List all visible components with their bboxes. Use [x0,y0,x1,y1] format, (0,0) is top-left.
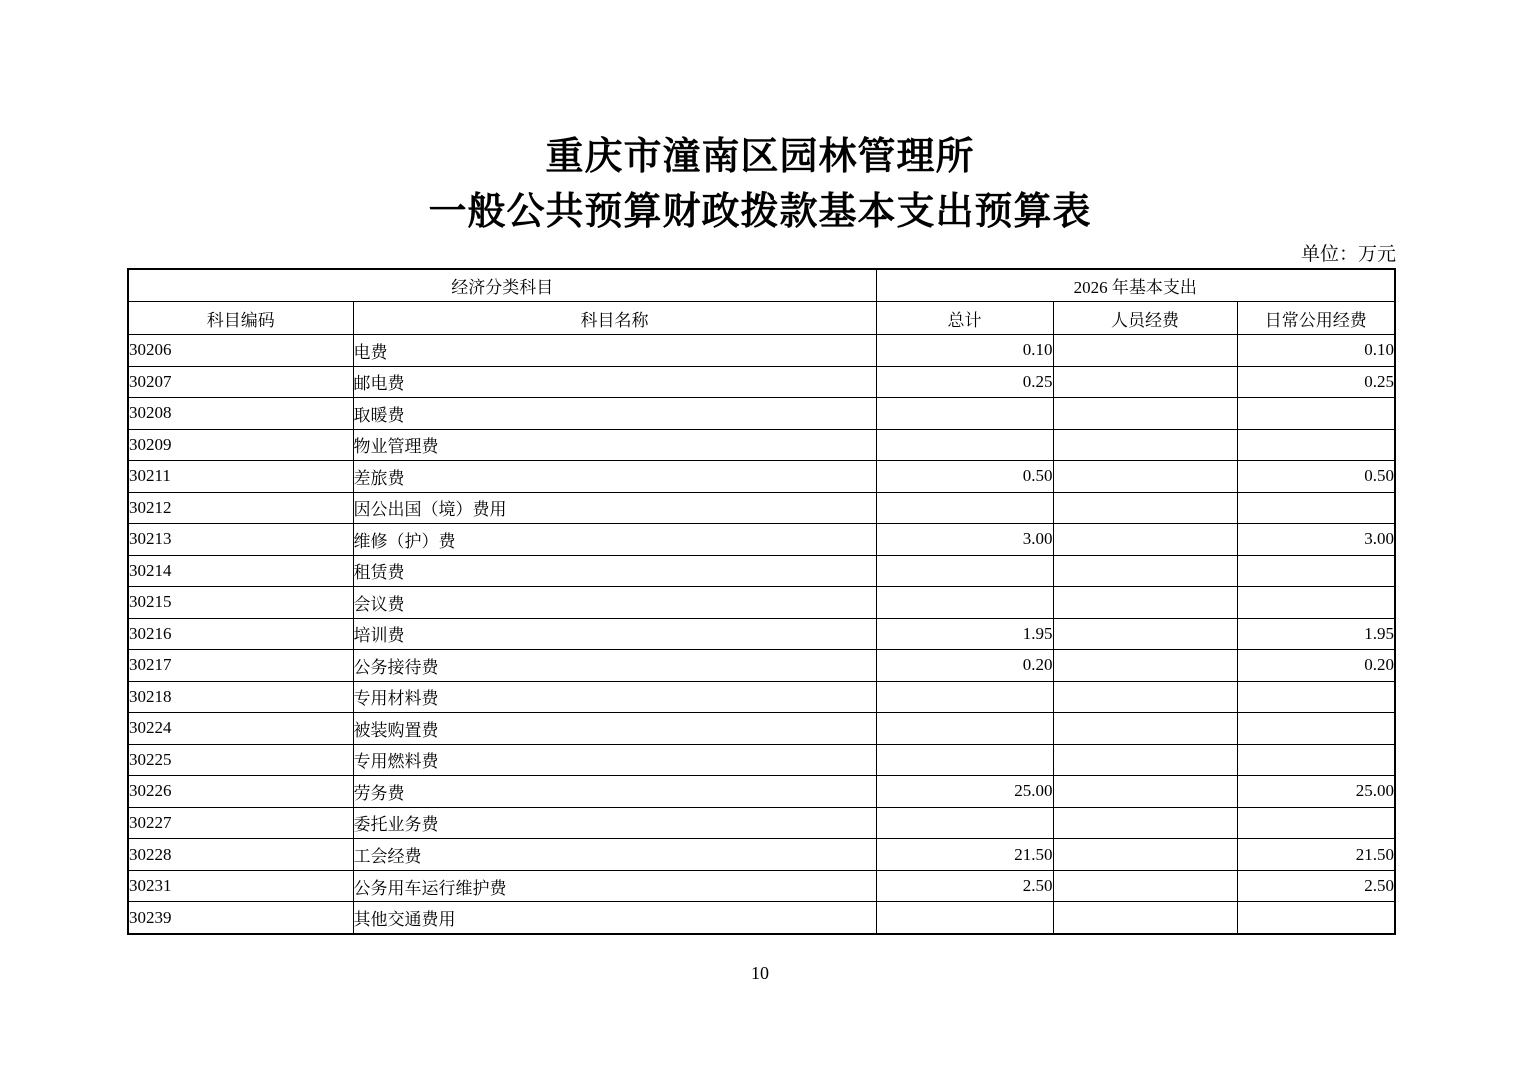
header-subject-code: 科目编码 [128,302,353,335]
table-row [128,461,1395,493]
daily-public-funds-cell: 0.25 [1237,366,1395,398]
document-title [0,130,1520,240]
total-cell: 0.25 [876,366,1053,398]
table-row [128,870,1395,902]
document-title-line1: 重庆市潼南区园林管理所 [545,136,975,178]
personnel-funds-cell [1053,335,1237,367]
subject-name-cell: 因公出国（境）费用 [353,492,876,524]
table-row [128,713,1395,745]
personnel-funds-cell [1053,776,1237,808]
personnel-funds-cell [1053,366,1237,398]
total-cell: 3.00 [876,524,1053,556]
subject-name-cell: 电费 [353,335,876,367]
table-body [128,335,1395,935]
subject-code-cell: 30207 [128,366,353,398]
subject-code-cell: 30209 [128,429,353,461]
daily-public-funds-cell [1237,429,1395,461]
total-cell [876,807,1053,839]
subject-code-cell: 30228 [128,839,353,871]
table-row [128,681,1395,713]
personnel-funds-cell [1053,429,1237,461]
personnel-funds-cell [1053,492,1237,524]
unit-label: 单位：万元 [1300,244,1396,265]
table-row [128,398,1395,430]
total-cell: 0.10 [876,335,1053,367]
total-cell: 1.95 [876,618,1053,650]
subject-name-cell: 取暖费 [353,398,876,430]
total-cell: 25.00 [876,776,1053,808]
total-cell [876,681,1053,713]
table-row [128,524,1395,556]
subject-code-cell: 30225 [128,744,353,776]
personnel-funds-cell [1053,839,1237,871]
table-row [128,335,1395,367]
subject-code-cell: 30215 [128,587,353,619]
subject-name-cell: 租赁费 [353,555,876,587]
subject-code-cell: 30239 [128,902,353,934]
table-row [128,807,1395,839]
total-cell: 21.50 [876,839,1053,871]
personnel-funds-cell [1053,902,1237,934]
personnel-funds-cell [1053,650,1237,682]
daily-public-funds-cell [1237,902,1395,934]
total-cell: 2.50 [876,870,1053,902]
subject-name-cell: 培训费 [353,618,876,650]
table-row [128,555,1395,587]
subject-code-cell: 30227 [128,807,353,839]
total-cell [876,902,1053,934]
personnel-funds-cell [1053,744,1237,776]
personnel-funds-cell [1053,618,1237,650]
header-personnel-funds: 人员经费 [1053,302,1237,335]
subject-code-cell: 30218 [128,681,353,713]
personnel-funds-cell [1053,681,1237,713]
subject-name-cell: 其他交通费用 [353,902,876,934]
personnel-funds-cell [1053,870,1237,902]
header-columns-row [128,302,1395,335]
subject-code-cell: 30214 [128,555,353,587]
daily-public-funds-cell: 0.50 [1237,461,1395,493]
personnel-funds-cell [1053,587,1237,619]
total-cell [876,555,1053,587]
subject-name-cell: 专用材料费 [353,681,876,713]
subject-name-cell: 差旅费 [353,461,876,493]
daily-public-funds-cell [1237,681,1395,713]
document-title-line2: 一般公共预算财政拨款基本支出预算表 [428,191,1092,233]
daily-public-funds-cell: 21.50 [1237,839,1395,871]
daily-public-funds-cell: 0.20 [1237,650,1395,682]
table-row [128,618,1395,650]
daily-public-funds-cell [1237,587,1395,619]
total-cell: 0.20 [876,650,1053,682]
subject-code-cell: 30212 [128,492,353,524]
header-economic-classification: 经济分类科目 [128,269,876,302]
personnel-funds-cell [1053,524,1237,556]
subject-code-cell: 30216 [128,618,353,650]
total-cell [876,492,1053,524]
subject-name-cell: 被装购置费 [353,713,876,745]
total-cell [876,713,1053,745]
daily-public-funds-cell: 1.95 [1237,618,1395,650]
daily-public-funds-cell [1237,492,1395,524]
header-basic-expenditure-2026: 2026 年基本支出 [876,269,1395,302]
subject-name-cell: 专用燃料费 [353,744,876,776]
header-subject-name: 科目名称 [353,302,876,335]
personnel-funds-cell [1053,555,1237,587]
subject-name-cell: 工会经费 [353,839,876,871]
budget-table [127,268,1396,935]
daily-public-funds-cell: 0.10 [1237,335,1395,367]
daily-public-funds-cell [1237,713,1395,745]
personnel-funds-cell [1053,461,1237,493]
subject-name-cell: 维修（护）费 [353,524,876,556]
table-row [128,366,1395,398]
total-cell [876,587,1053,619]
daily-public-funds-cell [1237,807,1395,839]
header-daily-public-funds: 日常公用经费 [1237,302,1395,335]
subject-name-cell: 公务用车运行维护费 [353,870,876,902]
total-cell: 0.50 [876,461,1053,493]
subject-code-cell: 30226 [128,776,353,808]
daily-public-funds-cell: 3.00 [1237,524,1395,556]
table-row [128,744,1395,776]
subject-name-cell: 公务接待费 [353,650,876,682]
table-row [128,902,1395,934]
table-row [128,839,1395,871]
daily-public-funds-cell: 25.00 [1237,776,1395,808]
subject-name-cell: 委托业务费 [353,807,876,839]
subject-name-cell: 会议费 [353,587,876,619]
total-cell [876,429,1053,461]
table-row [128,492,1395,524]
subject-code-cell: 30211 [128,461,353,493]
table-row [128,650,1395,682]
subject-code-cell: 30217 [128,650,353,682]
subject-code-cell: 30206 [128,335,353,367]
page-number: 10 [751,963,769,983]
personnel-funds-cell [1053,713,1237,745]
daily-public-funds-cell [1237,744,1395,776]
daily-public-funds-cell: 2.50 [1237,870,1395,902]
personnel-funds-cell [1053,398,1237,430]
header-total: 总计 [876,302,1053,335]
total-cell [876,744,1053,776]
subject-code-cell: 30213 [128,524,353,556]
daily-public-funds-cell [1237,398,1395,430]
table-row [128,429,1395,461]
subject-name-cell: 邮电费 [353,366,876,398]
personnel-funds-cell [1053,807,1237,839]
subject-code-cell: 30224 [128,713,353,745]
subject-code-cell: 30231 [128,870,353,902]
subject-name-cell: 物业管理费 [353,429,876,461]
subject-name-cell: 劳务费 [353,776,876,808]
total-cell [876,398,1053,430]
subject-code-cell: 30208 [128,398,353,430]
table-row [128,776,1395,808]
table-row [128,587,1395,619]
daily-public-funds-cell [1237,555,1395,587]
header-group-row [128,269,1395,302]
